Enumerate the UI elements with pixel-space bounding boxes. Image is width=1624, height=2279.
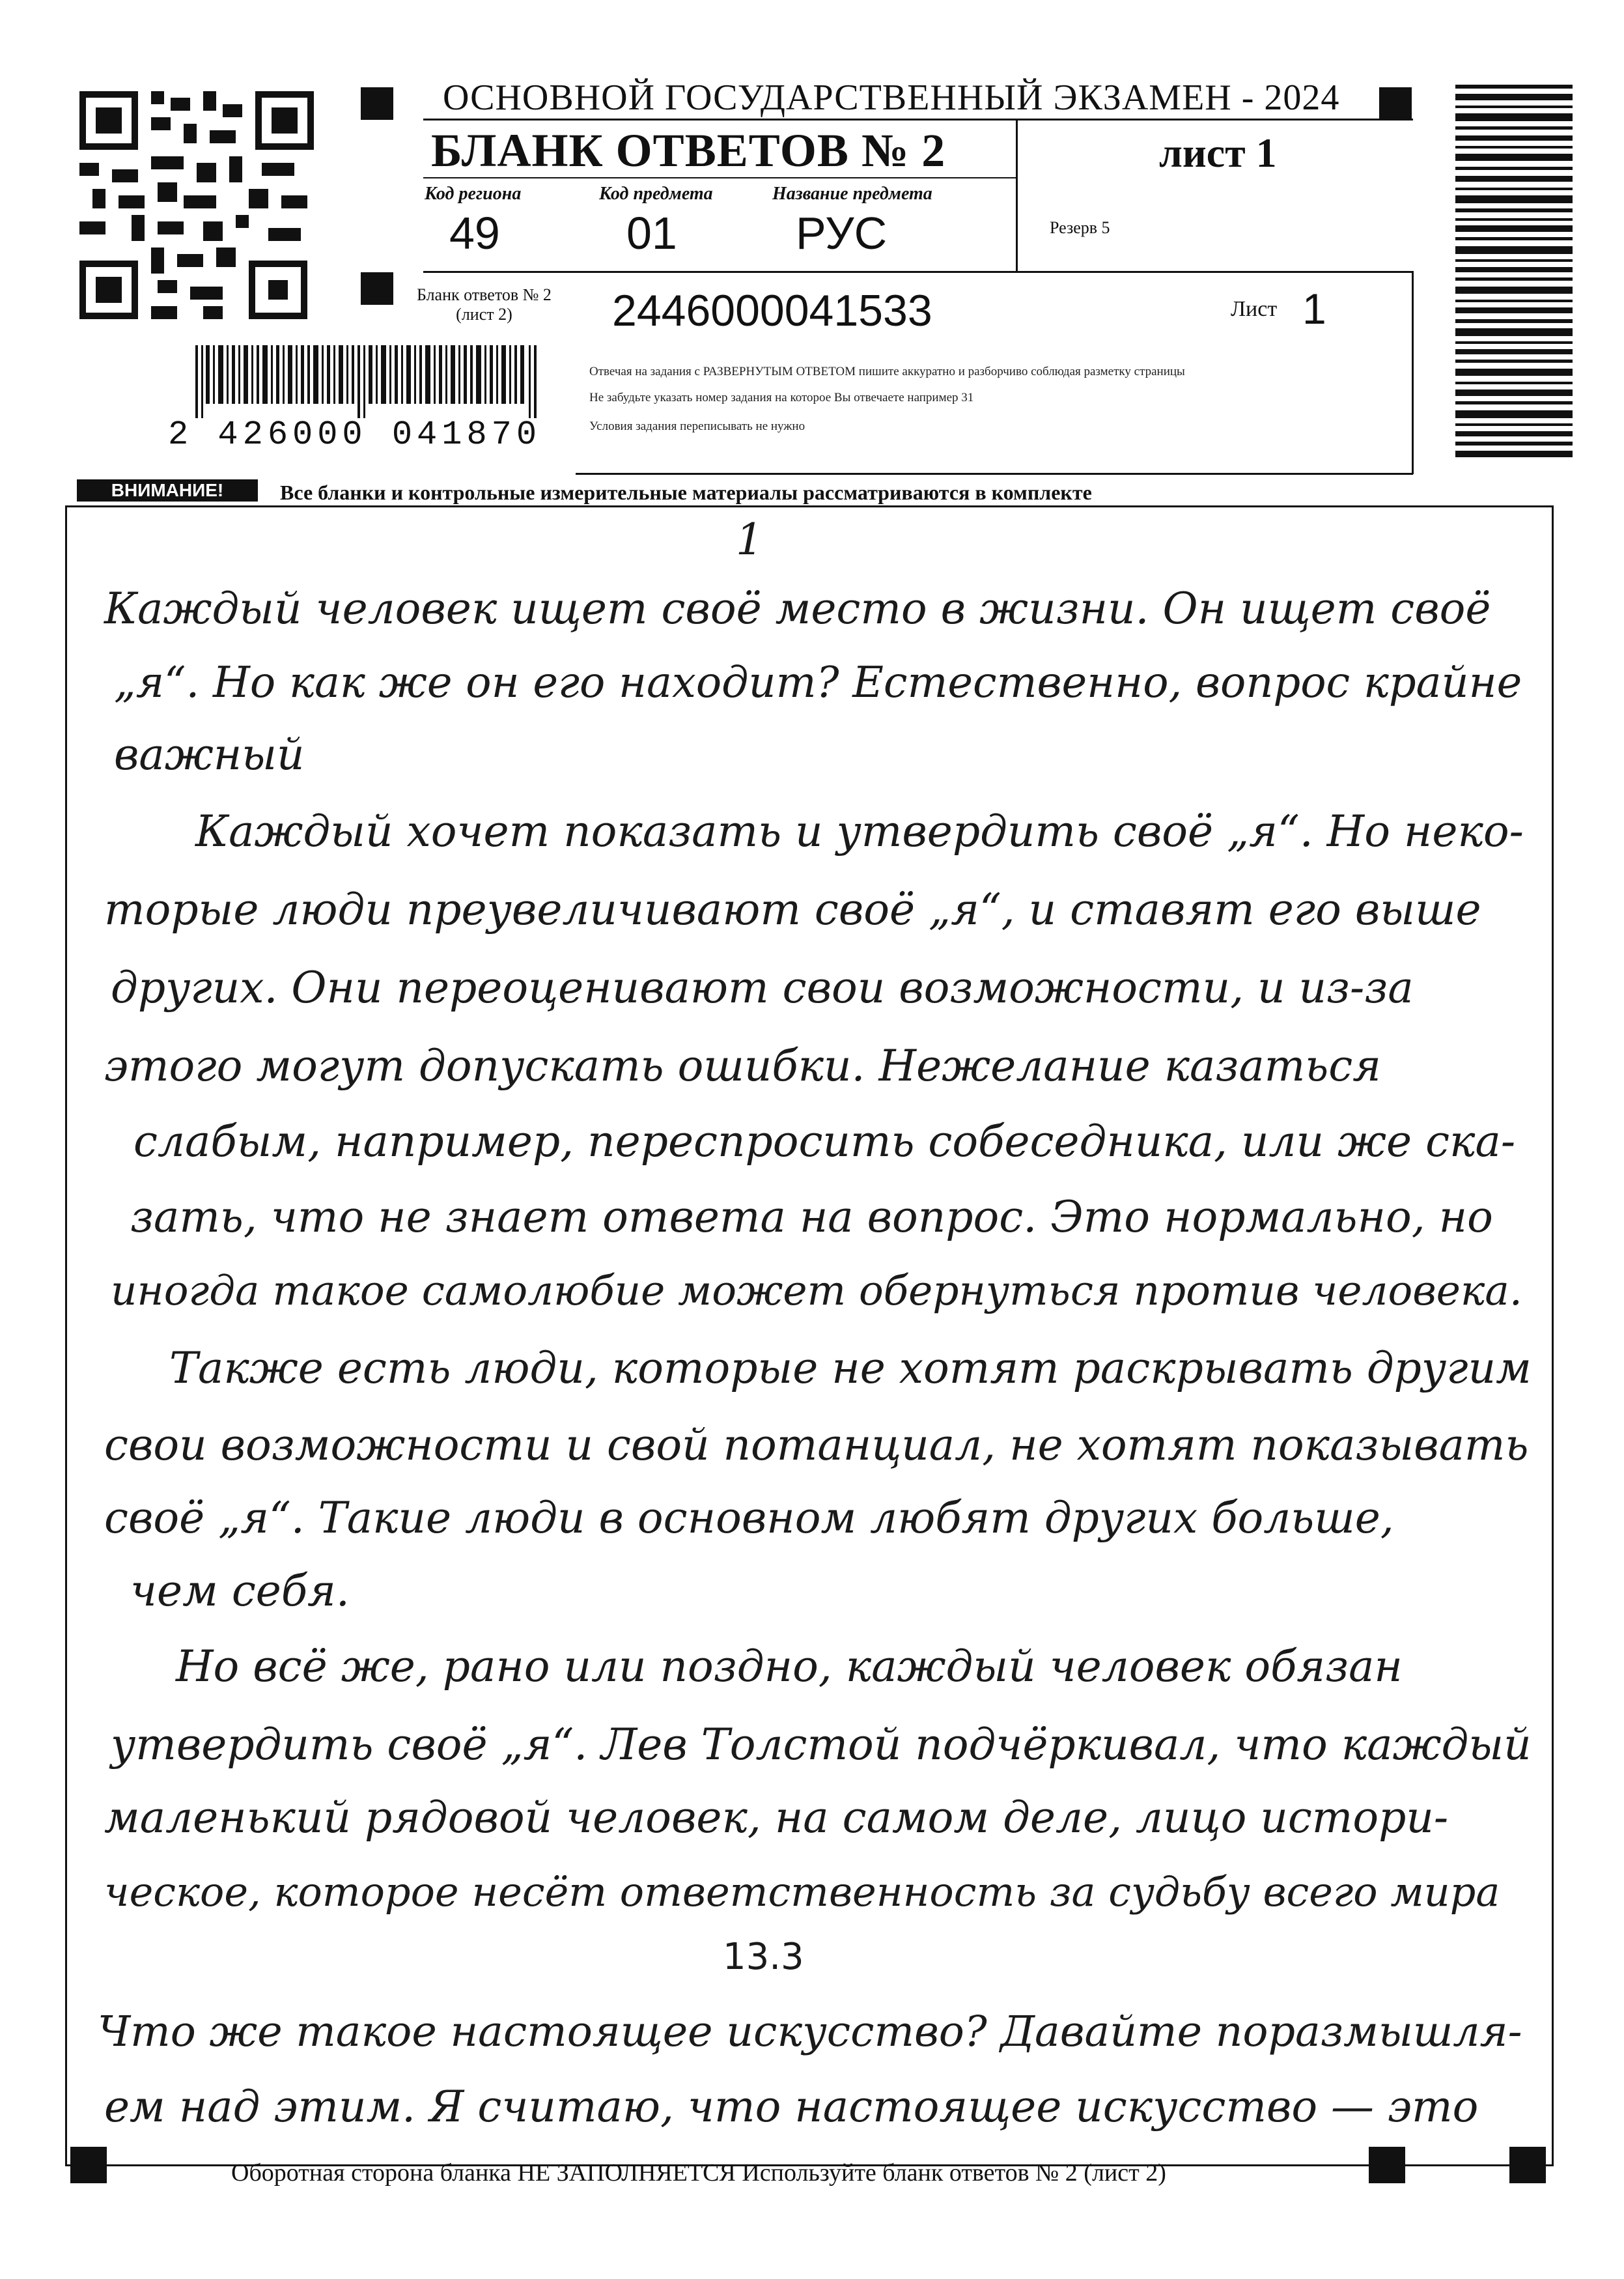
form-barcode-icon	[195, 345, 539, 418]
instruction-line-2: Не забудьте указать номер задания на которое Вы отвечаете например 31	[589, 391, 974, 404]
footer-note: Оборотная сторона бланка НЕ ЗАПОЛНЯЕТСЯ Используйте бланк ответов № 2 (лист 2)	[231, 2159, 1166, 2187]
answer-line-17: маленький рядовой человек, на самом деле, лицо истори-	[104, 1792, 1449, 1843]
header-right-border	[1412, 271, 1414, 474]
answer-line-11: Также есть люди, которые не хотят раскрывать другим	[169, 1343, 1532, 1393]
header-rule-mid	[423, 271, 1413, 273]
side-barcode-icon	[1455, 85, 1573, 459]
region-value: 49	[449, 208, 500, 259]
answer-line-19: Что же такое настоящее искусство? Давайте поразмышля-	[98, 2007, 1522, 2056]
answer-line-14: чем себя.	[130, 1566, 350, 1616]
blank-number: 2446000041533	[612, 286, 932, 335]
marker-square-top-left	[361, 87, 393, 120]
task-number-2: 13.3	[723, 1936, 804, 1978]
exam-title: ОСНОВНОЙ ГОСУДАРСТВЕННЫЙ ЭКЗАМЕН - 2024	[443, 78, 1340, 118]
answer-line-7: этого могут допускать ошибки. Нежелание казаться	[104, 1041, 1381, 1091]
blank-label	[417, 285, 552, 324]
answer-line-4: Каждый хочет показать и утвердить своё „я“. Но неко-	[195, 806, 1524, 856]
answer-line-3: важный	[114, 729, 305, 780]
qr-code-icon	[79, 91, 314, 319]
list-number: 1	[1302, 285, 1326, 333]
answer-line-20: ем над этим. Я считаю, что настоящее искусство — это	[104, 2082, 1479, 2132]
answer-line-2: „я“. Но как же он его находит? Естественно, вопрос крайне	[114, 658, 1522, 707]
answer-line-15: Но всё же, рано или поздно, каждый человек обязан	[176, 1641, 1403, 1692]
barcode-digits: 2 426000 041870	[168, 416, 542, 454]
answer-line-18: ческое, которое несёт ответственность за судьбу всего мира	[104, 1868, 1500, 1916]
answer-line-16: утвердить своё „я“. Лев Толстой подчёркивал, что каждый	[111, 1720, 1532, 1770]
reserve-label: Резерв 5	[1050, 218, 1110, 237]
list-label: Лист	[1231, 297, 1278, 321]
header-rule-bottom	[576, 473, 1413, 475]
answer-line-8: слабым, например, переспросить собеседника, или же ска-	[133, 1116, 1516, 1167]
warning-text: Все бланки и контрольные измерительные материалы рассматриваются в комплекте	[280, 481, 1092, 504]
subject-name-value: РУС	[796, 208, 888, 259]
region-label: Код региона	[425, 184, 522, 204]
answer-line-6: других. Они переоценивают свои возможности, и из-за	[111, 963, 1414, 1013]
header-rule-top	[423, 119, 1413, 120]
title-underline	[423, 177, 1016, 178]
answer-line-12: свои возможности и свой потанциал, не хотят показывать	[104, 1420, 1529, 1470]
answer-line-13: своё „я“. Такие люди в основном любят других больше,	[104, 1493, 1394, 1543]
sheet-title: лист 1	[1159, 130, 1277, 176]
blank-label-line2: (лист 2)	[456, 305, 512, 324]
answer-line-9: зать, что не знает ответа на вопрос. Это нормально, но	[130, 1192, 1493, 1242]
form-title: БЛАНК ОТВЕТОВ № 2	[431, 124, 946, 177]
subject-code-label: Код предмета	[599, 184, 713, 204]
warning-badge: ВНИМАНИЕ!	[77, 479, 258, 502]
answer-line-10: иногда такое самолюбие может обернуться против человека.	[111, 1267, 1522, 1314]
answer-line-5: торые люди преувеличивают своё „я“, и ставят его выше	[104, 885, 1481, 935]
marker-square-mid-left	[361, 272, 393, 305]
instruction-line-3: Условия задания переписывать не нужно	[589, 419, 805, 433]
blank-label-line1: Бланк ответов № 2	[417, 285, 552, 304]
subject-code-value: 01	[626, 208, 677, 259]
marker-square-top-right	[1379, 87, 1412, 120]
header-divider	[1016, 119, 1018, 272]
subject-name-label: Название предмета	[772, 184, 932, 204]
task-number-1: 1	[736, 515, 763, 565]
answer-line-1: Каждый человек ищет своё место в жизни. Он ищет своё	[104, 584, 1491, 634]
instruction-line-1: Отвечая на задания с РАЗВЕРНУТЫМ ОТВЕТОМ пишите аккуратно и разборчиво соблюдая разметку страницы	[589, 365, 1185, 378]
